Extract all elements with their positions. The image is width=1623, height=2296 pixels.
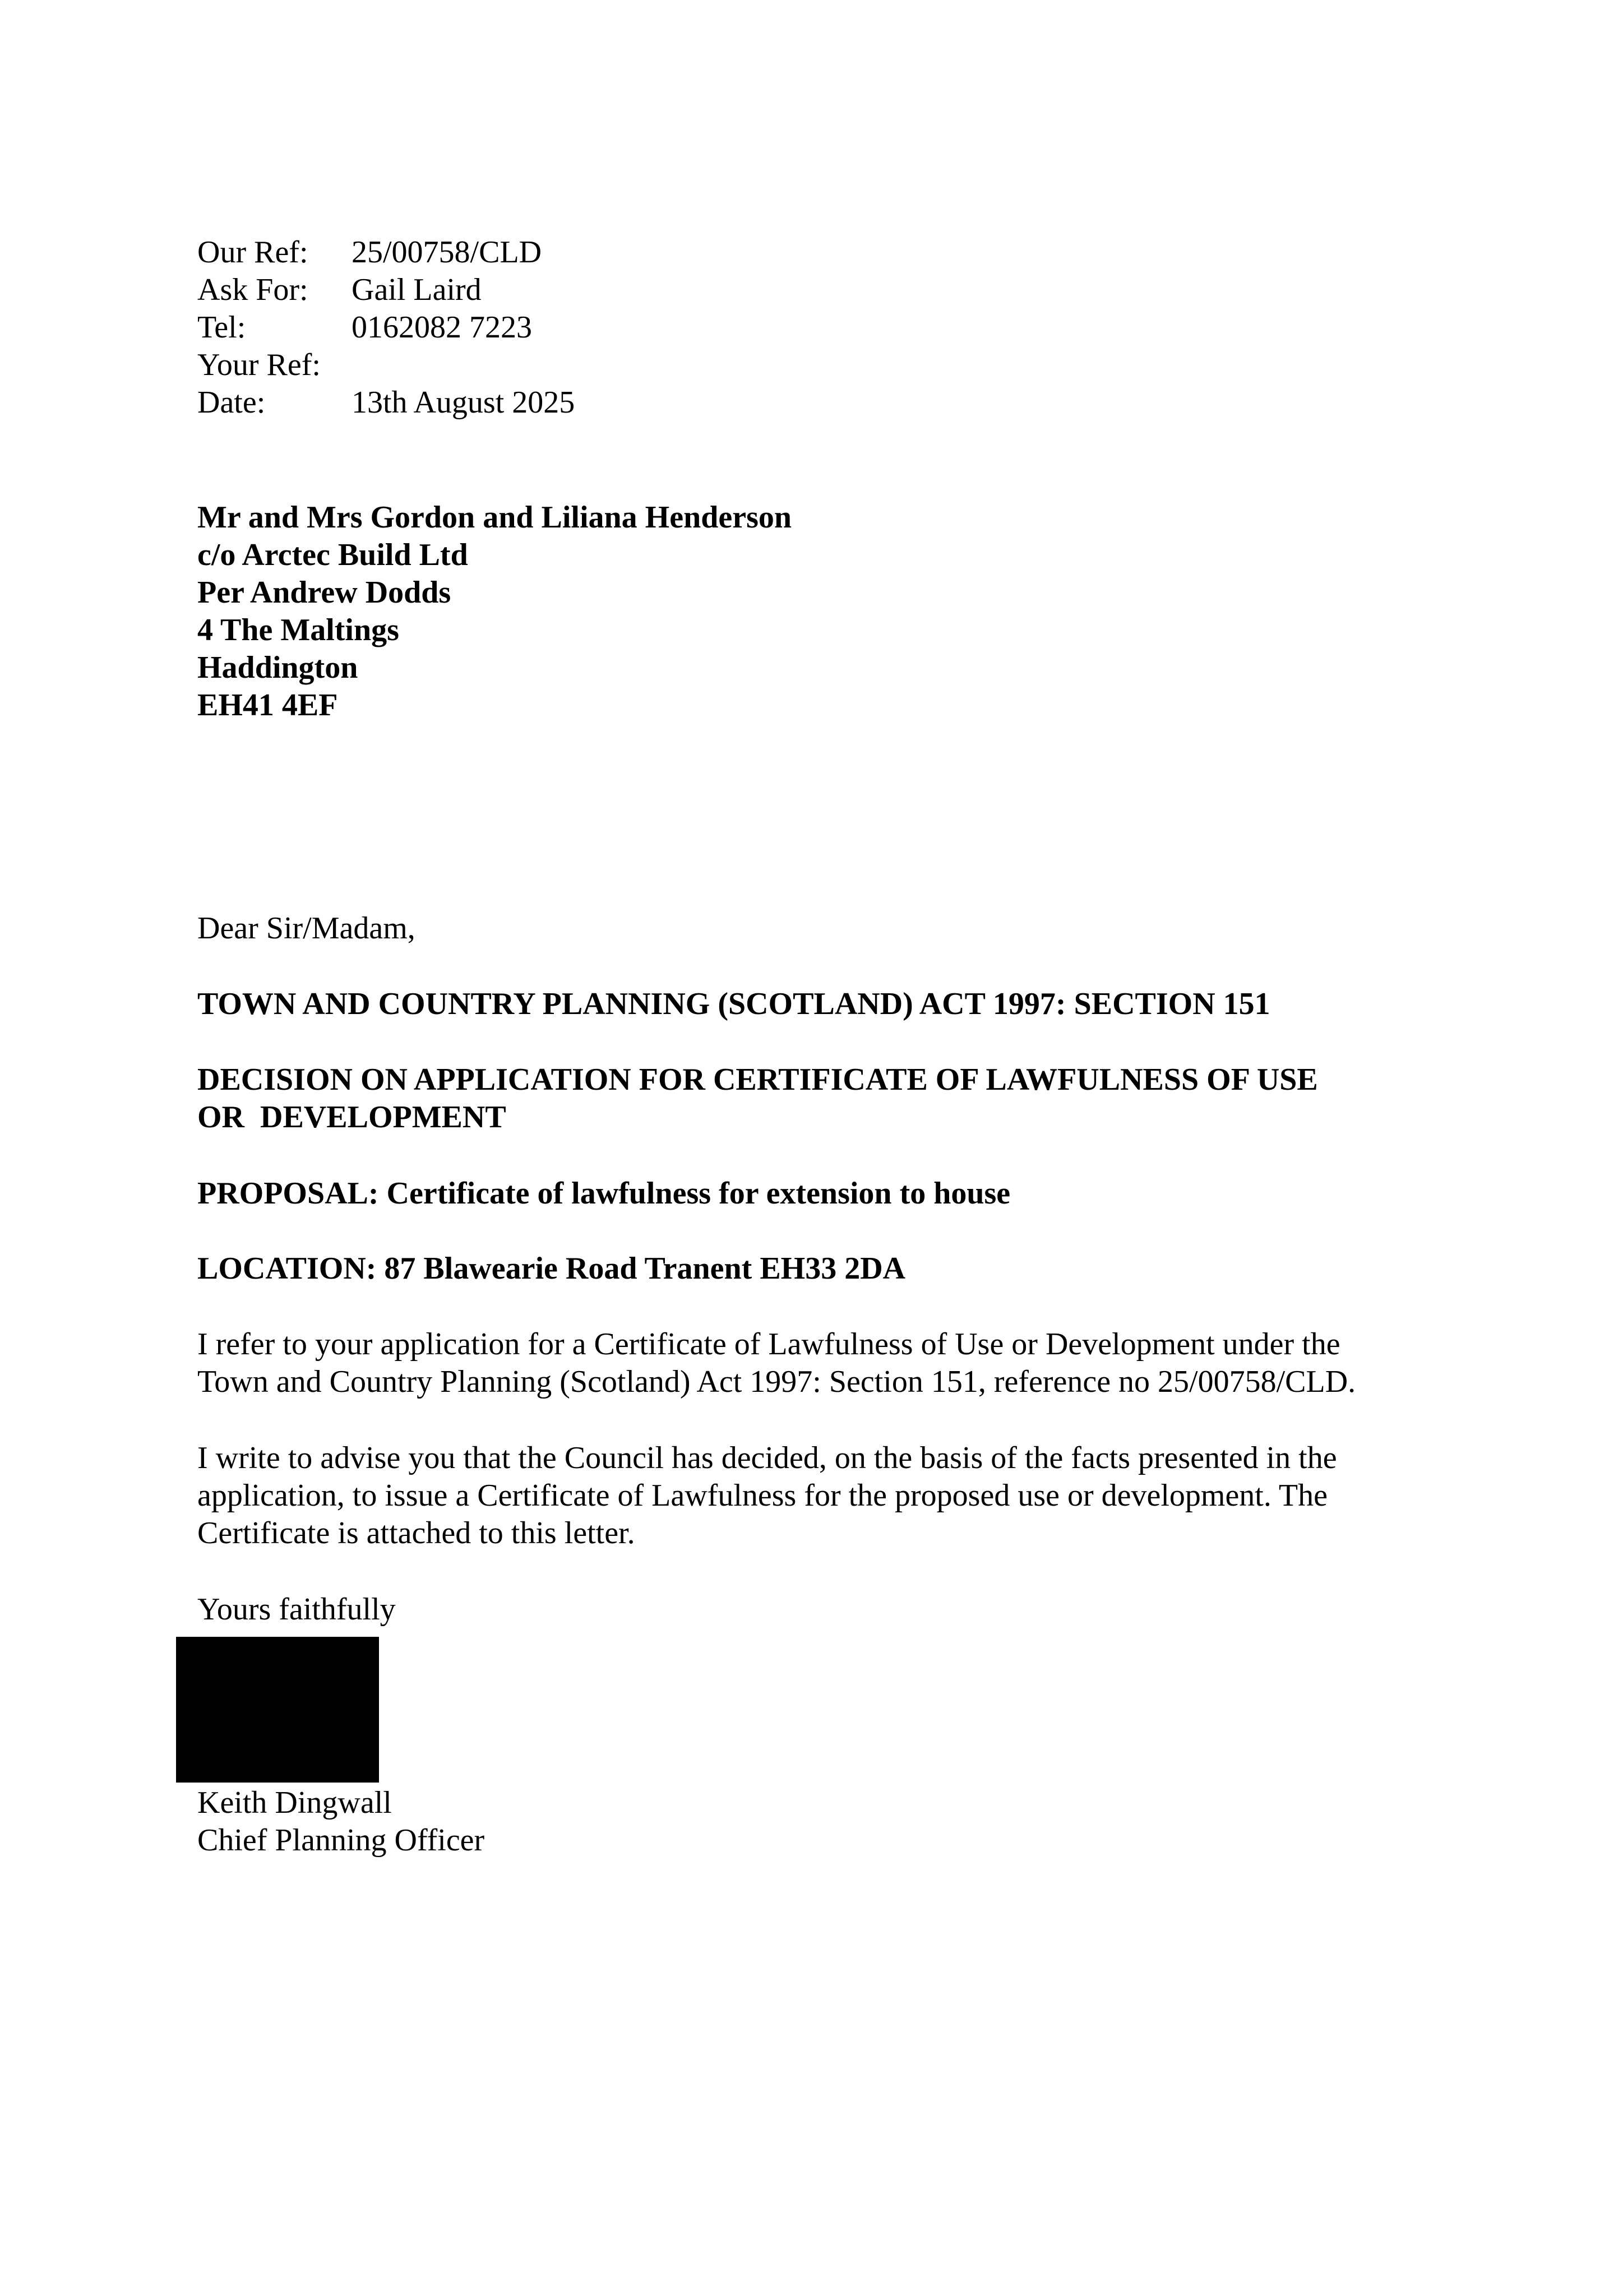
ask-for-row	[197, 271, 575, 309]
date-value: 13th August 2025	[352, 385, 575, 420]
address-line: 4 The Maltings	[197, 613, 399, 647]
our-ref-row	[197, 234, 575, 271]
address-line: Mr and Mrs Gordon and Liliana Henderson	[197, 500, 792, 535]
tel-label: Tel:	[197, 310, 246, 345]
our-ref-value: 25/00758/CLD	[352, 235, 542, 270]
tel-row	[197, 309, 575, 346]
decision-heading-line1: DECISION ON APPLICATION FOR CERTIFICATE OF LAWFULNESS OF USE	[197, 1062, 1318, 1097]
recipient-address	[197, 499, 792, 724]
salutation: Dear Sir/Madam,	[197, 911, 415, 946]
address-line: Haddington	[197, 650, 358, 685]
address-line: Per Andrew Dodds	[197, 575, 451, 610]
address-line: EH41 4EF	[197, 688, 338, 723]
redacted-signature	[176, 1637, 379, 1783]
paragraph-decision: I write to advise you that the Council has decided, on the basis of the facts presented in the application, to issue a Certificate of Lawfulness for the proposed use or development. The Certificate is attached to this letter.	[197, 1441, 1337, 1550]
closing: Yours faithfully	[197, 1592, 396, 1627]
our-ref-label: Our Ref:	[197, 235, 308, 270]
signatory-block	[197, 1784, 484, 1859]
location-heading: LOCATION: 87 Blawearie Road Tranent EH33 2DA	[197, 1251, 906, 1286]
proposal-heading: PROPOSAL: Certificate of lawfulness for extension to house	[197, 1176, 1011, 1211]
your-ref-label: Your Ref:	[197, 348, 321, 382]
tel-value: 0162082 7223	[352, 310, 532, 345]
your-ref-row	[197, 346, 575, 384]
signatory-name: Keith Dingwall	[197, 1785, 392, 1820]
address-line: c/o Arctec Build Ltd	[197, 538, 468, 572]
signatory-title: Chief Planning Officer	[197, 1823, 485, 1858]
paragraph-application-reference: I refer to your application for a Certificate of Lawfulness of Use or Development under the Town and Country Planning (Scotland) Act 1997: Section 151, reference no 25/00758/CLD.	[197, 1327, 1356, 1399]
date-label: Date:	[197, 385, 266, 420]
decision-heading-line2: OR DEVELOPMENT	[197, 1100, 506, 1135]
ask-for-value: Gail Laird	[352, 272, 482, 307]
reference-block	[197, 234, 575, 422]
act-heading: TOWN AND COUNTRY PLANNING (SCOTLAND) ACT 1997: SECTION 151	[197, 987, 1270, 1021]
date-row	[197, 384, 575, 422]
ask-for-label: Ask For:	[197, 272, 308, 307]
